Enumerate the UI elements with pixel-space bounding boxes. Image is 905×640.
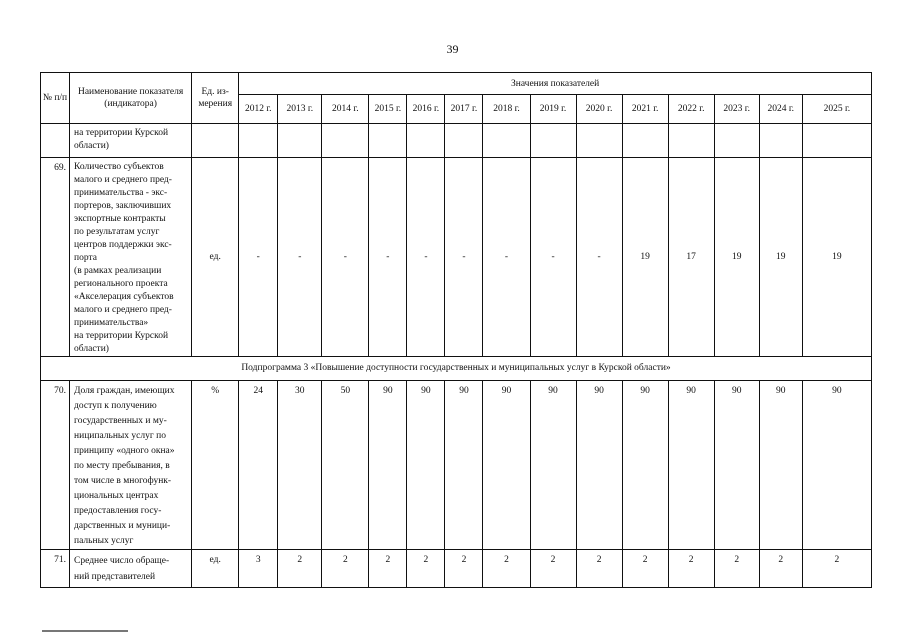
value-cell: 2 xyxy=(278,550,322,588)
value-cell: - xyxy=(322,158,369,357)
header-year: 2017 г. xyxy=(445,95,483,124)
value-cell: 2 xyxy=(322,550,369,588)
value-cell: 19 xyxy=(759,158,802,357)
header-year: 2012 г. xyxy=(239,95,278,124)
value-cell: 24 xyxy=(239,381,278,550)
value-cell: 2 xyxy=(576,550,622,588)
value-cell: - xyxy=(445,158,483,357)
value-cell: 19 xyxy=(622,158,668,357)
value-cell: 90 xyxy=(576,381,622,550)
header-year: 2014 г. xyxy=(322,95,369,124)
value-cell: 30 xyxy=(278,381,322,550)
value-cell: 2 xyxy=(483,550,530,588)
header-year: 2023 г. xyxy=(714,95,759,124)
value-cell: 2 xyxy=(759,550,802,588)
footer-mark xyxy=(42,630,128,632)
value-cell: 2 xyxy=(802,550,871,588)
value-cell: 2 xyxy=(714,550,759,588)
value-cell: - xyxy=(530,158,576,357)
value-cell: 90 xyxy=(445,381,483,550)
value-cell: 3 xyxy=(239,550,278,588)
value-cell: 50 xyxy=(322,381,369,550)
header-year: 2015 г. xyxy=(369,95,407,124)
value-cell: 90 xyxy=(622,381,668,550)
table-row xyxy=(41,550,872,588)
value-cell: 19 xyxy=(802,158,871,357)
value-cell: - xyxy=(407,158,445,357)
value-cell: 90 xyxy=(802,381,871,550)
header-year: 2019 г. xyxy=(530,95,576,124)
indicator-name: Среднее число обраще- ний представителей xyxy=(70,550,192,588)
value-cell: 90 xyxy=(483,381,530,550)
value-cell: 2 xyxy=(445,550,483,588)
value-cell: - xyxy=(278,158,322,357)
value-cell: 2 xyxy=(622,550,668,588)
value-cell: 2 xyxy=(407,550,445,588)
value-cell: 2 xyxy=(369,550,407,588)
header-year: 2018 г. xyxy=(483,95,530,124)
header-year: 2020 г. xyxy=(576,95,622,124)
row-number: 71. xyxy=(41,550,70,588)
value-cell: 2 xyxy=(668,550,714,588)
indicator-name: Доля граждан, имеющих доступ к получению государственных и му- ниципальных услуг по принципу «одного окна» по месту пребывания, в том числе в многофунк- циональных центрах предоставления госу- дарственных и муници- пальных услуг xyxy=(70,381,192,550)
row-number: 69. xyxy=(41,158,70,357)
header-year: 2022 г. xyxy=(668,95,714,124)
header-values: Значения показателей xyxy=(239,73,872,95)
unit-cell: ед. xyxy=(192,158,239,357)
value-cell: - xyxy=(239,158,278,357)
indicator-name: на территории Курской области) xyxy=(70,124,192,158)
value-cell: - xyxy=(483,158,530,357)
header-year: 2016 г. xyxy=(407,95,445,124)
value-cell: 90 xyxy=(714,381,759,550)
header-year: 2021 г. xyxy=(622,95,668,124)
header-indicator-name: Наименование показателя (индикатора) xyxy=(70,73,192,124)
value-cell: 90 xyxy=(369,381,407,550)
value-cell: 90 xyxy=(668,381,714,550)
value-cell: 90 xyxy=(530,381,576,550)
header-year: 2013 г. xyxy=(278,95,322,124)
indicator-table xyxy=(40,72,872,588)
header-year: 2024 г. xyxy=(759,95,802,124)
page-number: 39 xyxy=(446,42,459,56)
table-row xyxy=(41,158,872,357)
header-year: 2025 г. xyxy=(802,95,871,124)
value-cell: - xyxy=(369,158,407,357)
value-cell: 2 xyxy=(530,550,576,588)
subprogram-title: Подпрограмма 3 «Повышение доступности государственных и муниципальных услуг в Курской области» xyxy=(41,357,872,381)
table-row xyxy=(41,381,872,550)
continuation-row xyxy=(41,124,872,158)
indicator-name: Количество субъектов малого и среднего пред- принимательства - экс- портеров, заключивших экспортные контракты по результатам услуг центров поддержки экс- порта (в рамках реализации регионального проекта «Акселерация субъектов малого и среднего пред- принимательства» на территории Курской области) xyxy=(70,158,192,357)
unit-cell: ед. xyxy=(192,550,239,588)
value-cell: - xyxy=(576,158,622,357)
row-number: 70. xyxy=(41,381,70,550)
unit-cell: % xyxy=(192,381,239,550)
value-cell: 90 xyxy=(407,381,445,550)
header-unit: Ед. из-мерения xyxy=(192,73,239,124)
value-cell: 90 xyxy=(759,381,802,550)
value-cell: 17 xyxy=(668,158,714,357)
header-number: № п/п xyxy=(41,73,70,124)
subprogram-row xyxy=(41,357,872,381)
value-cell: 19 xyxy=(714,158,759,357)
